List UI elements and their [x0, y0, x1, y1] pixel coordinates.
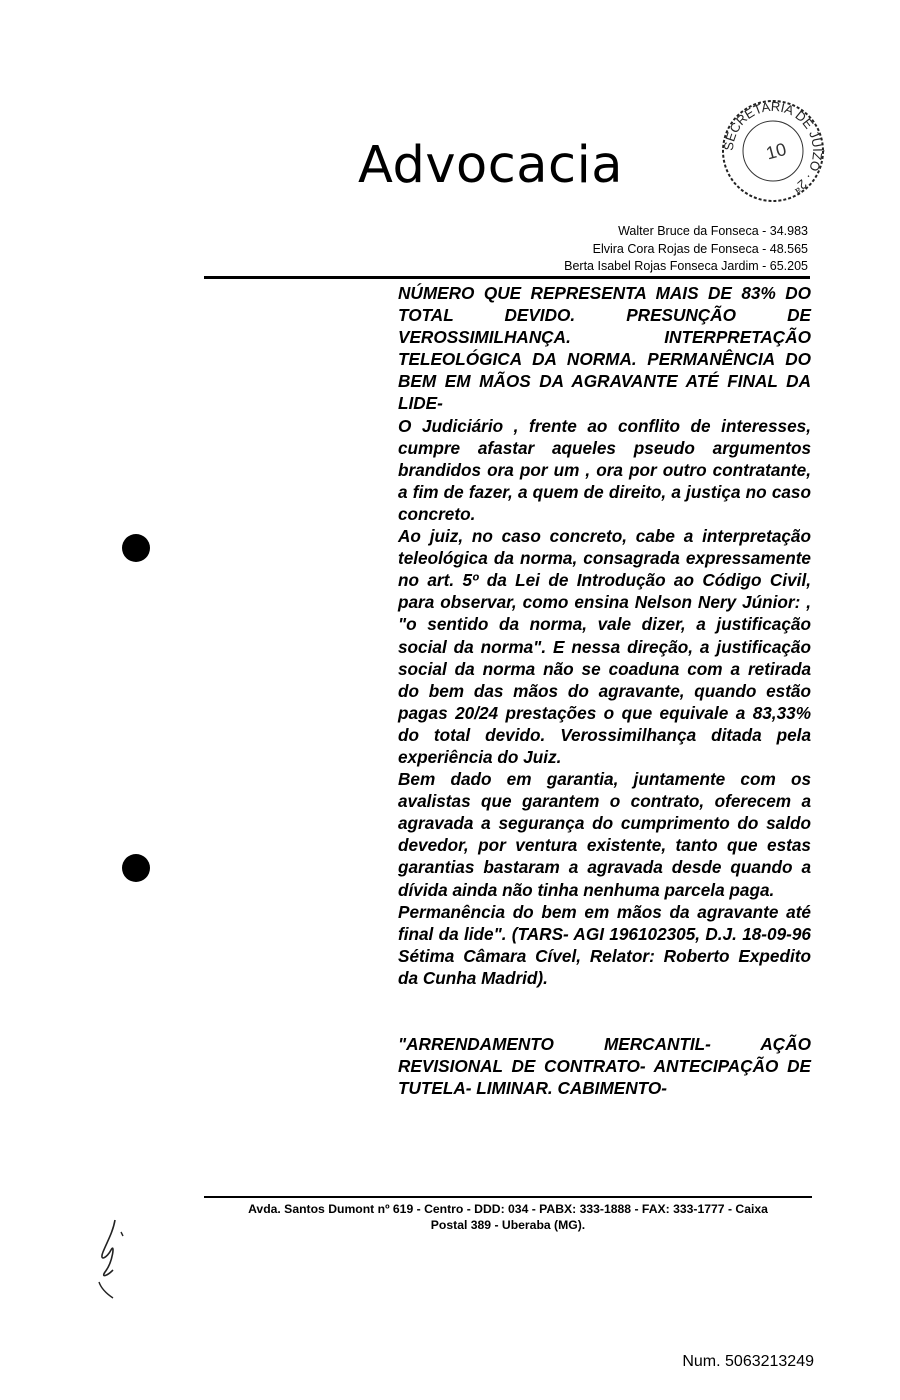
header-rule [204, 276, 810, 279]
address-line: Postal 389 - Uberaba (MG). [430, 1218, 586, 1232]
ementa-heading: NÚMERO QUE REPRESENTA MAIS DE 83% DO TOTAL DEVIDO. PRESUNÇÃO DE VEROSSIMILHANÇA. INTERPRETAÇÃO TELEOLÓGICA DA NORMA. PERMANÊNCIA DO BEM EM MÃOS DA AGRAVANTE ATÉ FINAL DA LIDE- [398, 283, 811, 414]
partners-list [564, 223, 808, 276]
court-stamp [718, 96, 828, 206]
partner-name: Elvira Cora Rojas de Fonseca - 48.565 [592, 241, 808, 256]
footer-rule [204, 1196, 812, 1198]
address-line: Avda. Santos Dumont nº 619 - Centro - DDD: 034 - PABX: 333-1888 - FAX: 333-1777 - Caixa [248, 1202, 768, 1216]
body-text [398, 282, 811, 1099]
body-paragraph: O Judiciário , frente ao conflito de interesses, cumpre afastar aqueles pseudo argumentos brandidos ora por um , ora por outro contratante, a fim de fazer, a quem de direito, a justiça no caso concreto. [398, 415, 811, 524]
handwritten-initial [85, 1212, 135, 1302]
body-paragraph: Bem dado em garantia, juntamente com os avalistas que garantem o contrato, oferecem a agravada a segurança do cumprimento do saldo devedor, por ventura existente, tanto que estas garantias bastaram a agravada desde quando a dívida ainda não tinha nenhuma parcela paga. [398, 769, 811, 900]
firm-name: Advocacia [358, 136, 624, 195]
stamp-inner-text: 10 [763, 138, 789, 164]
footer-address [204, 1201, 812, 1233]
body-paragraph: Ao juiz, no caso concreto, cabe a interpretação teleológica da norma, consagrada expressamente no art. 5º da Lei de Introdução ao Código Civil, para observar, como ensina Nelson Nery Júnior: , "o sentido da norma, vale dizer, a justificação social da norma". E nessa direção, a justificação social da norma não se coaduna com a retirada do bem das mãos do agravante, quando estão pagas 20/24 prestações o que equivale a 83,33% do total devido. Verossimilhança ditada pela experiência do Juiz. [398, 526, 811, 767]
second-quote: "ARRENDAMENTO MERCANTIL- AÇÃO REVISIONAL DE CONTRATO- ANTECIPAÇÃO DE TUTELA- LIMINAR. CABIMENTO- [398, 1034, 811, 1099]
punch-hole [122, 854, 150, 882]
stamp-ring-text: SECRETARIA DE JUÍZO · 2ª [720, 98, 826, 197]
punch-hole [122, 534, 150, 562]
paragraph-spacer [398, 989, 811, 1033]
citation-paragraph: Permanência do bem em mãos da agravante até final da lide". (TARS- AGI 196102305, D.J. 18-09-96 Sétima Câmara Cível, Relator: Roberto Expedito da Cunha Madrid). [398, 901, 811, 988]
document-number: Num. 5063213249 [682, 1353, 814, 1370]
partner-name: Berta Isabel Rojas Fonseca Jardim - 65.205 [564, 259, 808, 273]
partner-name: Walter Bruce da Fonseca - 34.983 [618, 224, 808, 238]
